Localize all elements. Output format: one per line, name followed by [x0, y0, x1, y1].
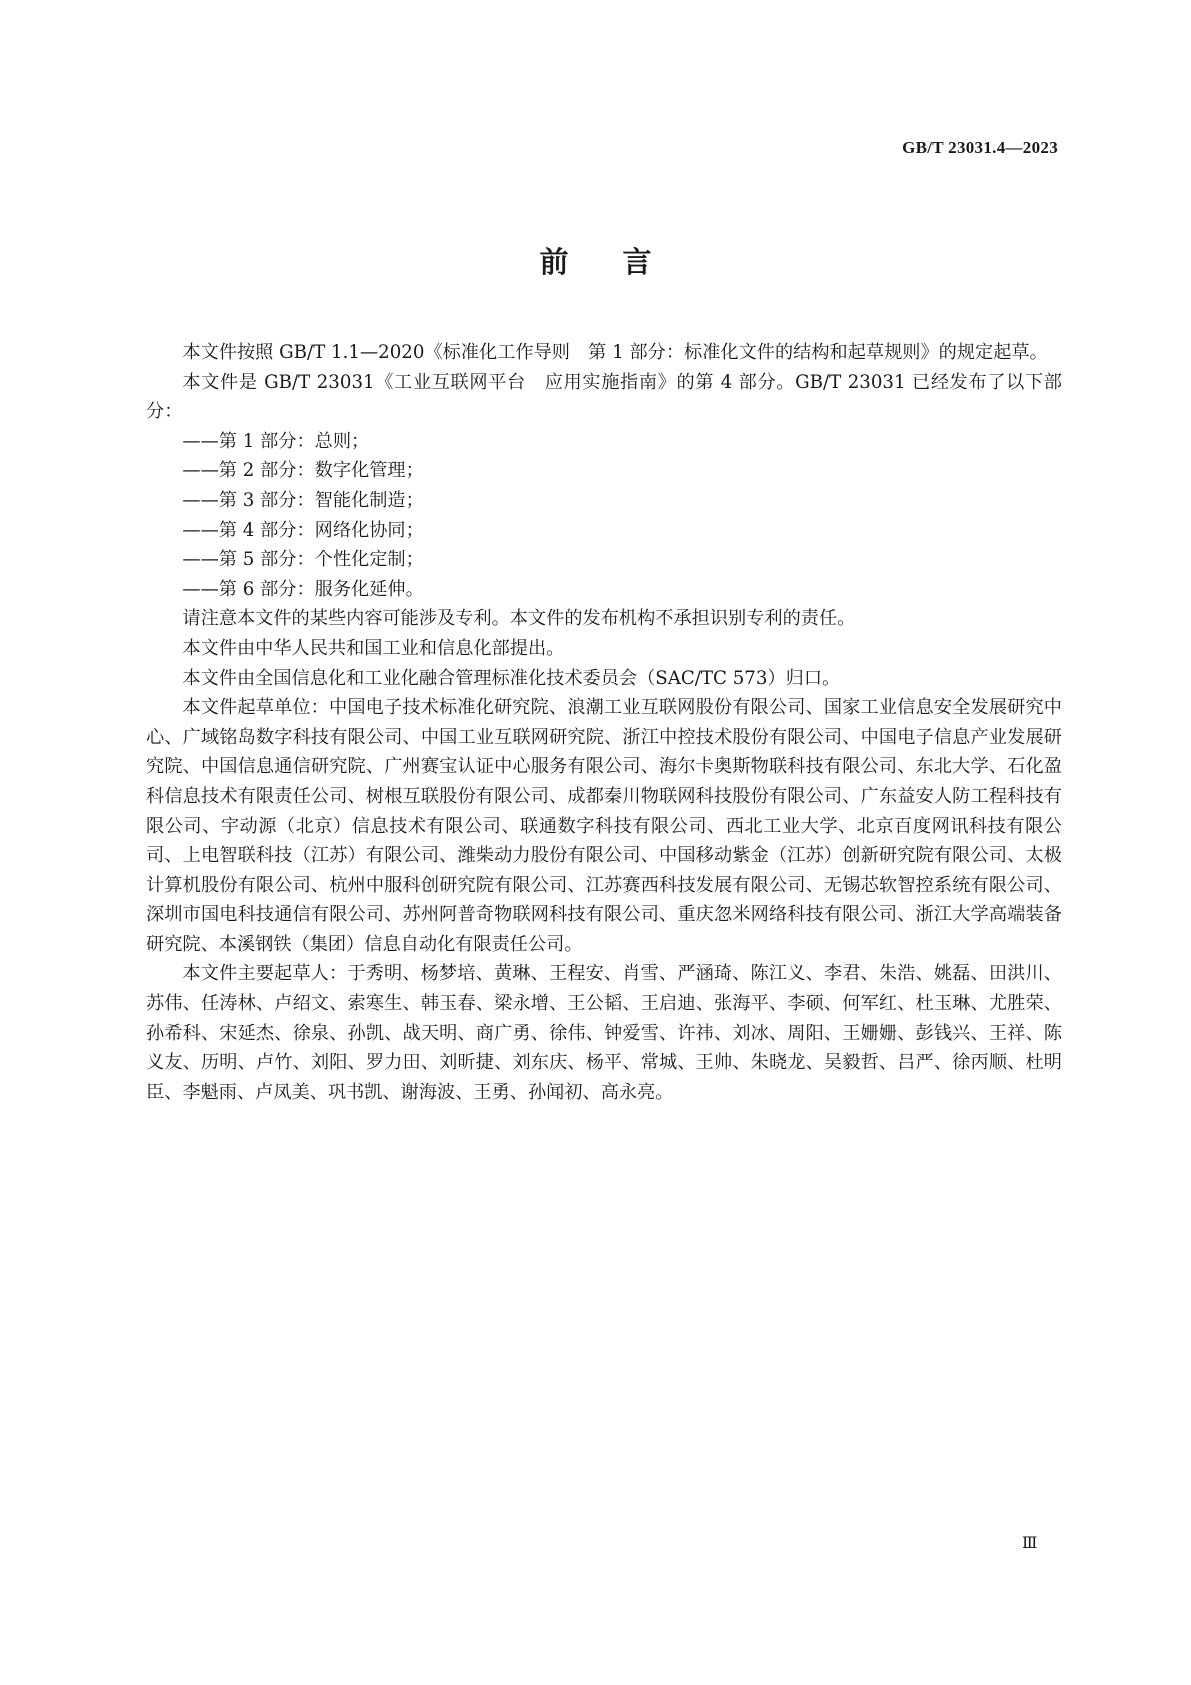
- foreword-body: [146, 338, 1062, 1107]
- patent-notice-paragraph: 请注意本文件的某些内容可能涉及专利。本文件的发布机构不承担识别专利的责任。: [182, 608, 856, 630]
- list-item: ——第 3 部分：智能化制造；: [182, 489, 424, 511]
- page-title: 前言: [539, 245, 706, 279]
- standard-code: GB/T 23031.4—2023: [902, 138, 1058, 157]
- parts-list: [146, 427, 1062, 605]
- series-paragraph: 本文件是 GB/T 23031《工业互联网平台 应用实施指南》的第 4 部分。GB/T 23031 已经发布了以下部分：: [146, 371, 1062, 423]
- drafters-paragraph: 本文件主要起草人：于秀明、杨梦培、黄琳、王程安、肖雪、严涵琦、陈江义、李君、朱浩、姚磊、田洪川、苏伟、任涛林、卢绍文、索寒生、韩玉春、梁永增、王公韬、王启迪、张海平、李硕、何军红、杜玉琳、尤胜荣、孙希科、宋延杰、徐泉、孙凯、战天明、商广勇、徐伟、钟爱雪、许祎、刘冰、周阳、王姗姗、彭钱兴、王祥、陈义友、历明、卢竹、刘阳、罗力田、刘昕捷、刘东庆、杨平、常城、王帅、朱晓龙、吴毅哲、吕严、徐丙顺、杜明臣、李魁雨、卢凤美、巩书凯、谢海波、王勇、孙闻初、高永亮。: [146, 963, 1062, 1103]
- list-item: ——第 4 部分：网络化协同；: [182, 519, 424, 541]
- list-item: ——第 6 部分：服务化延伸。: [182, 578, 424, 600]
- proposer-paragraph: 本文件由中华人民共和国工业和信息化部提出。: [182, 637, 565, 659]
- list-item: ——第 2 部分：数字化管理；: [182, 460, 424, 482]
- administration-paragraph: 本文件由全国信息化和工业化融合管理标准化技术委员会（SAC/TC 573）归口。: [182, 667, 841, 689]
- page-number: Ⅲ: [1022, 1535, 1038, 1552]
- drafting-units-paragraph: 本文件起草单位：中国电子技术标准化研究院、浪潮工业互联网股份有限公司、国家工业信息安全发展研究中心、广域铭岛数字科技有限公司、中国工业互联网研究院、浙江中控技术股份有限公司、中国电子信息产业发展研究院、中国信息通信研究院、广州赛宝认证中心服务有限公司、海尔卡奥斯物联科技有限公司、东北大学、石化盈科信息技术有限责任公司、树根互联股份有限公司、成都秦川物联网科技股份有限公司、广东益安人防工程科技有限公司、宇动源（北京）信息技术有限公司、联通数字科技有限公司、西北工业大学、北京百度网讯科技有限公司、上电智联科技（江苏）有限公司、潍柴动力股份有限公司、中国移动紫金（江苏）创新研究院有限公司、太极计算机股份有限公司、杭州中服科创研究院有限公司、江苏赛西科技发展有限公司、无锡芯软智控系统有限公司、深圳市国电科技通信有限公司、苏州阿普奇物联网科技有限公司、重庆忽米网络科技有限公司、浙江大学高端装备研究院、本溪钢铁（集团）信息自动化有限责任公司。: [146, 697, 1062, 955]
- drafting-basis-paragraph: 本文件按照 GB/T 1.1—2020《标准化工作导则 第 1 部分：标准化文件的结构和起草规则》的规定起草。: [182, 342, 1048, 363]
- list-item: ——第 1 部分：总则；: [182, 430, 370, 452]
- list-item: ——第 5 部分：个性化定制；: [182, 549, 424, 571]
